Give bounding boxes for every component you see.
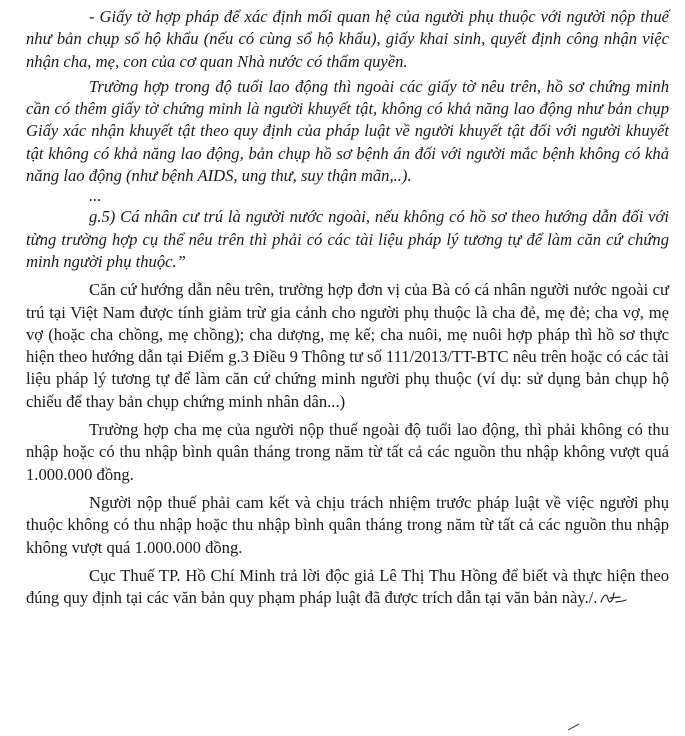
body-paragraph-commitment: Người nộp thuế phải cam kết và chịu trách nhiệm trước pháp luật về việc người phụ thuộc không có thu nhập hoặc thu nhập bình quân tháng trong năm từ tất cả các nguồn thu nhập không vượt quá 1.000.000 đồng. [26,492,669,557]
quote-paragraph-working-age: Trường hợp trong độ tuổi lao động thì ngoài các giấy tờ nêu trên, hồ sơ chứng minh cần có thêm giấy tờ chứng minh là người khuyết tật, không có khả năng lao động như bản chụp Giấy xác nhận khuyết tật theo quy định của pháp luật về người khuyết tật đối với người khuyết tật không có khả năng lao động, bản chụp hồ sơ bệnh án đối với người mắc bệnh không có khả năng lao động (như bệnh AIDS, ung thư, suy thận mãn,..). [26,76,669,186]
quote-paragraph-g5: g.5) Cá nhân cư trú là người nước ngoài, nếu không có hồ sơ theo hướng dẫn đối với từng trường hợp cụ thể nêu trên thì phải có các tài liệu pháp lý tương tự để làm căn cứ chứng minh người phụ thuộc.” [26,207,669,271]
body-paragraph-parents: Trường hợp cha mẹ của người nộp thuế ngoài độ tuổi lao động, thì phải không có thu nhập hoặc có thu nhập bình quân tháng trong năm từ tất cả các nguồn thu nhập không vượt quá 1.000.000 đồng. [26,420,669,484]
body-paragraph-guidance: Căn cứ hướng dẫn nêu trên, trường hợp đơn vị của Bà có cá nhân người nước ngoài cư trú tại Việt Nam được tính giảm trừ gia cảnh cho người phụ thuộc là cha đẻ, mẹ đẻ; cha vợ, mẹ vợ (hoặc cha chồng, mẹ chồng); cha dượng, mẹ kế; cha nuôi, mẹ nuôi hợp pháp thì hồ sơ thực hiện theo hướng dẫn tại Điểm g.3 Điều 9 Thông tư số 111/2013/TT-BTC nêu trên hoặc có các tài liệu pháp lý tương tự để làm căn cứ chứng minh người phụ thuộc (ví dụ: sử dụng bản chụp hộ chiếu để thay bản chụp chứng minh nhân dân...) [26,280,669,411]
closing-paragraph [26,565,669,610]
closing-text: Cục Thuế TP. Hồ Chí Minh trả lời độc giả Lê Thị Thu Hồng để biết và thực hiện theo đúng quy định tại các văn bản quy phạm pháp luật đã được trích dẫn tại văn bản này./. [26,565,669,608]
ellipsis: ... [89,186,102,206]
quote-paragraph-legal-papers: - Giấy tờ hợp pháp để xác định mối quan hệ của người phụ thuộc với người nộp thuế như bản chụp sổ hộ khẩu (nếu có cùng sổ hộ khẩu), giấy khai sinh, quyết định công nhận việc nhận cha, mẹ, con của cơ quan Nhà nước có thẩm quyền. [26,7,669,71]
handwritten-initial-icon [598,590,628,606]
scan-mark-icon [567,718,581,726]
